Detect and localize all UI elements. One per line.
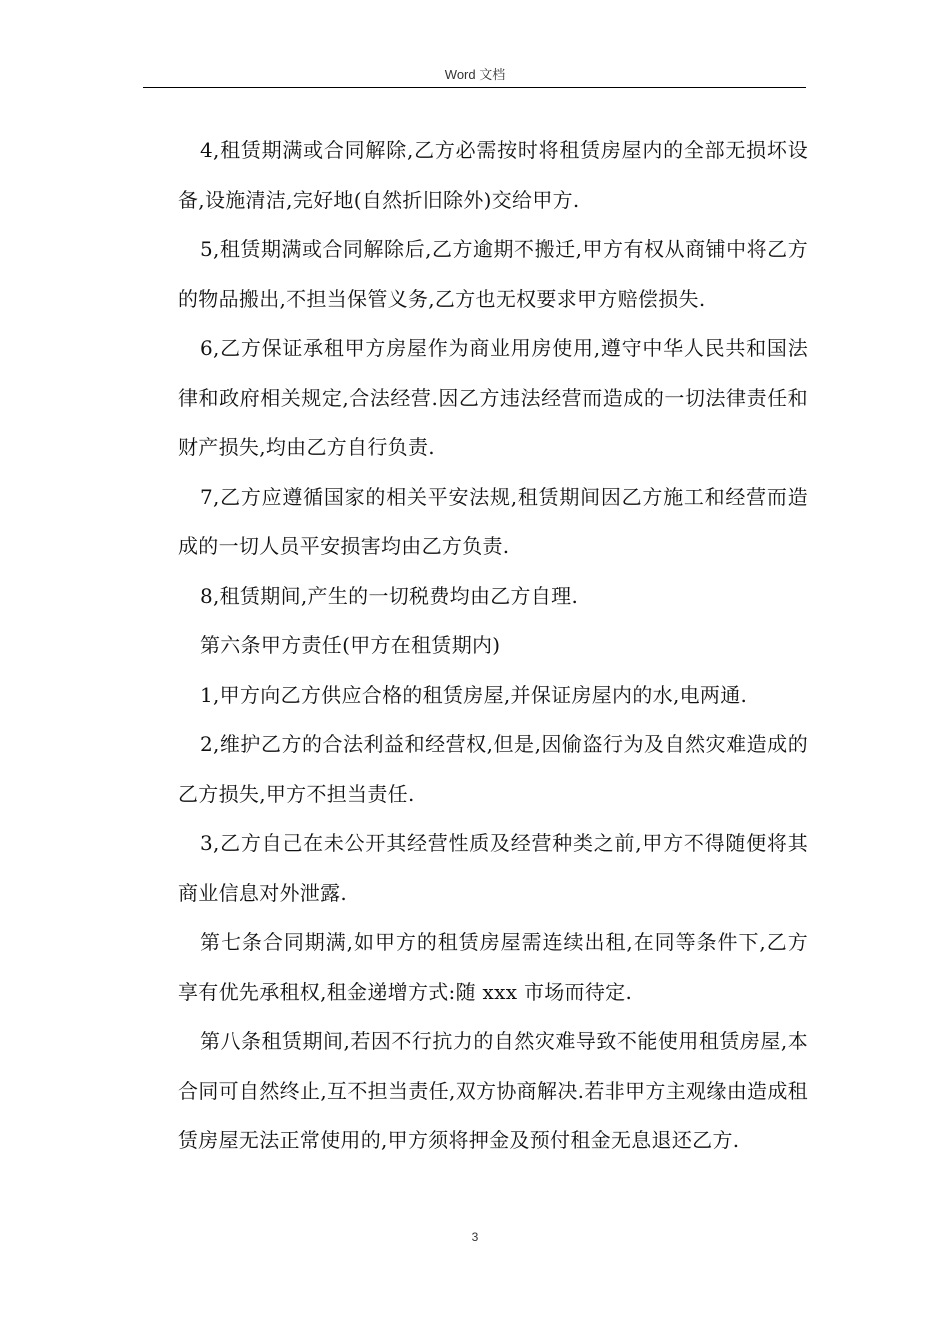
- article-6-heading: 第六条甲方责任(甲方在租赁期内): [200, 633, 501, 657]
- paragraph-clause-7: 7,乙方应遵循国家的相关平安法规,租赁期间因乙方施工和经营而造成的一切人员平安损害均由乙方负责.: [178, 484, 808, 558]
- paragraph-article-6-item-1: 1,甲方向乙方供应合格的租赁房屋,并保证房屋内的水,电两通.: [200, 682, 748, 707]
- paragraph-article-6-item-2: 2,维护乙方的合法利益和经营权,但是,因偷盗行为及自然灾难造成的乙方损失,甲方不担当责任.: [178, 732, 808, 806]
- page-header-title: Word 文档: [444, 67, 506, 82]
- paragraph-clause-6: 6,乙方保证承租甲方房屋作为商业用房使用,遵守中华人民共和国法律和政府相关规定,合法经营.因乙方违法经营而造成的一切法律责任和财产损失,均由乙方自行负责.: [178, 336, 808, 459]
- paragraph-article-8: 第八条租赁期间,若因不行抗力的自然灾难导致不能使用租赁房屋,本合同可自然终止,互不担当责任,双方协商解决.若非甲方主观缘由造成租赁房屋无法正常使用的,甲方须将押金及预付租金无息退还乙方.: [178, 1029, 808, 1152]
- header-divider: [143, 87, 806, 88]
- paragraph-article-6-item-3: 3,乙方自己在未公开其经营性质及经营种类之前,甲方不得随便将其商业信息对外泄露.: [178, 831, 808, 905]
- paragraph-clause-5: 5,租赁期满或合同解除后,乙方逾期不搬迁,甲方有权从商铺中将乙方的物品搬出,不担当保管义务,乙方也无权要求甲方赔偿损失.: [178, 237, 808, 311]
- paragraph-article-7: 第七条合同期满,如甲方的租赁房屋需连续出租,在同等条件下,乙方享有优先承租权,租金递增方式:随 xxx 市场而待定.: [178, 930, 808, 1004]
- paragraph-clause-8: 8,租赁期间,产生的一切税费均由乙方自理.: [200, 583, 579, 608]
- paragraph-clause-4: 4,租赁期满或合同解除,乙方必需按时将租赁房屋内的全部无损坏设备,设施清洁,完好地(自然折旧除外)交给甲方.: [178, 138, 808, 212]
- page-number: 3: [471, 1230, 479, 1244]
- document-body: [178, 126, 808, 1166]
